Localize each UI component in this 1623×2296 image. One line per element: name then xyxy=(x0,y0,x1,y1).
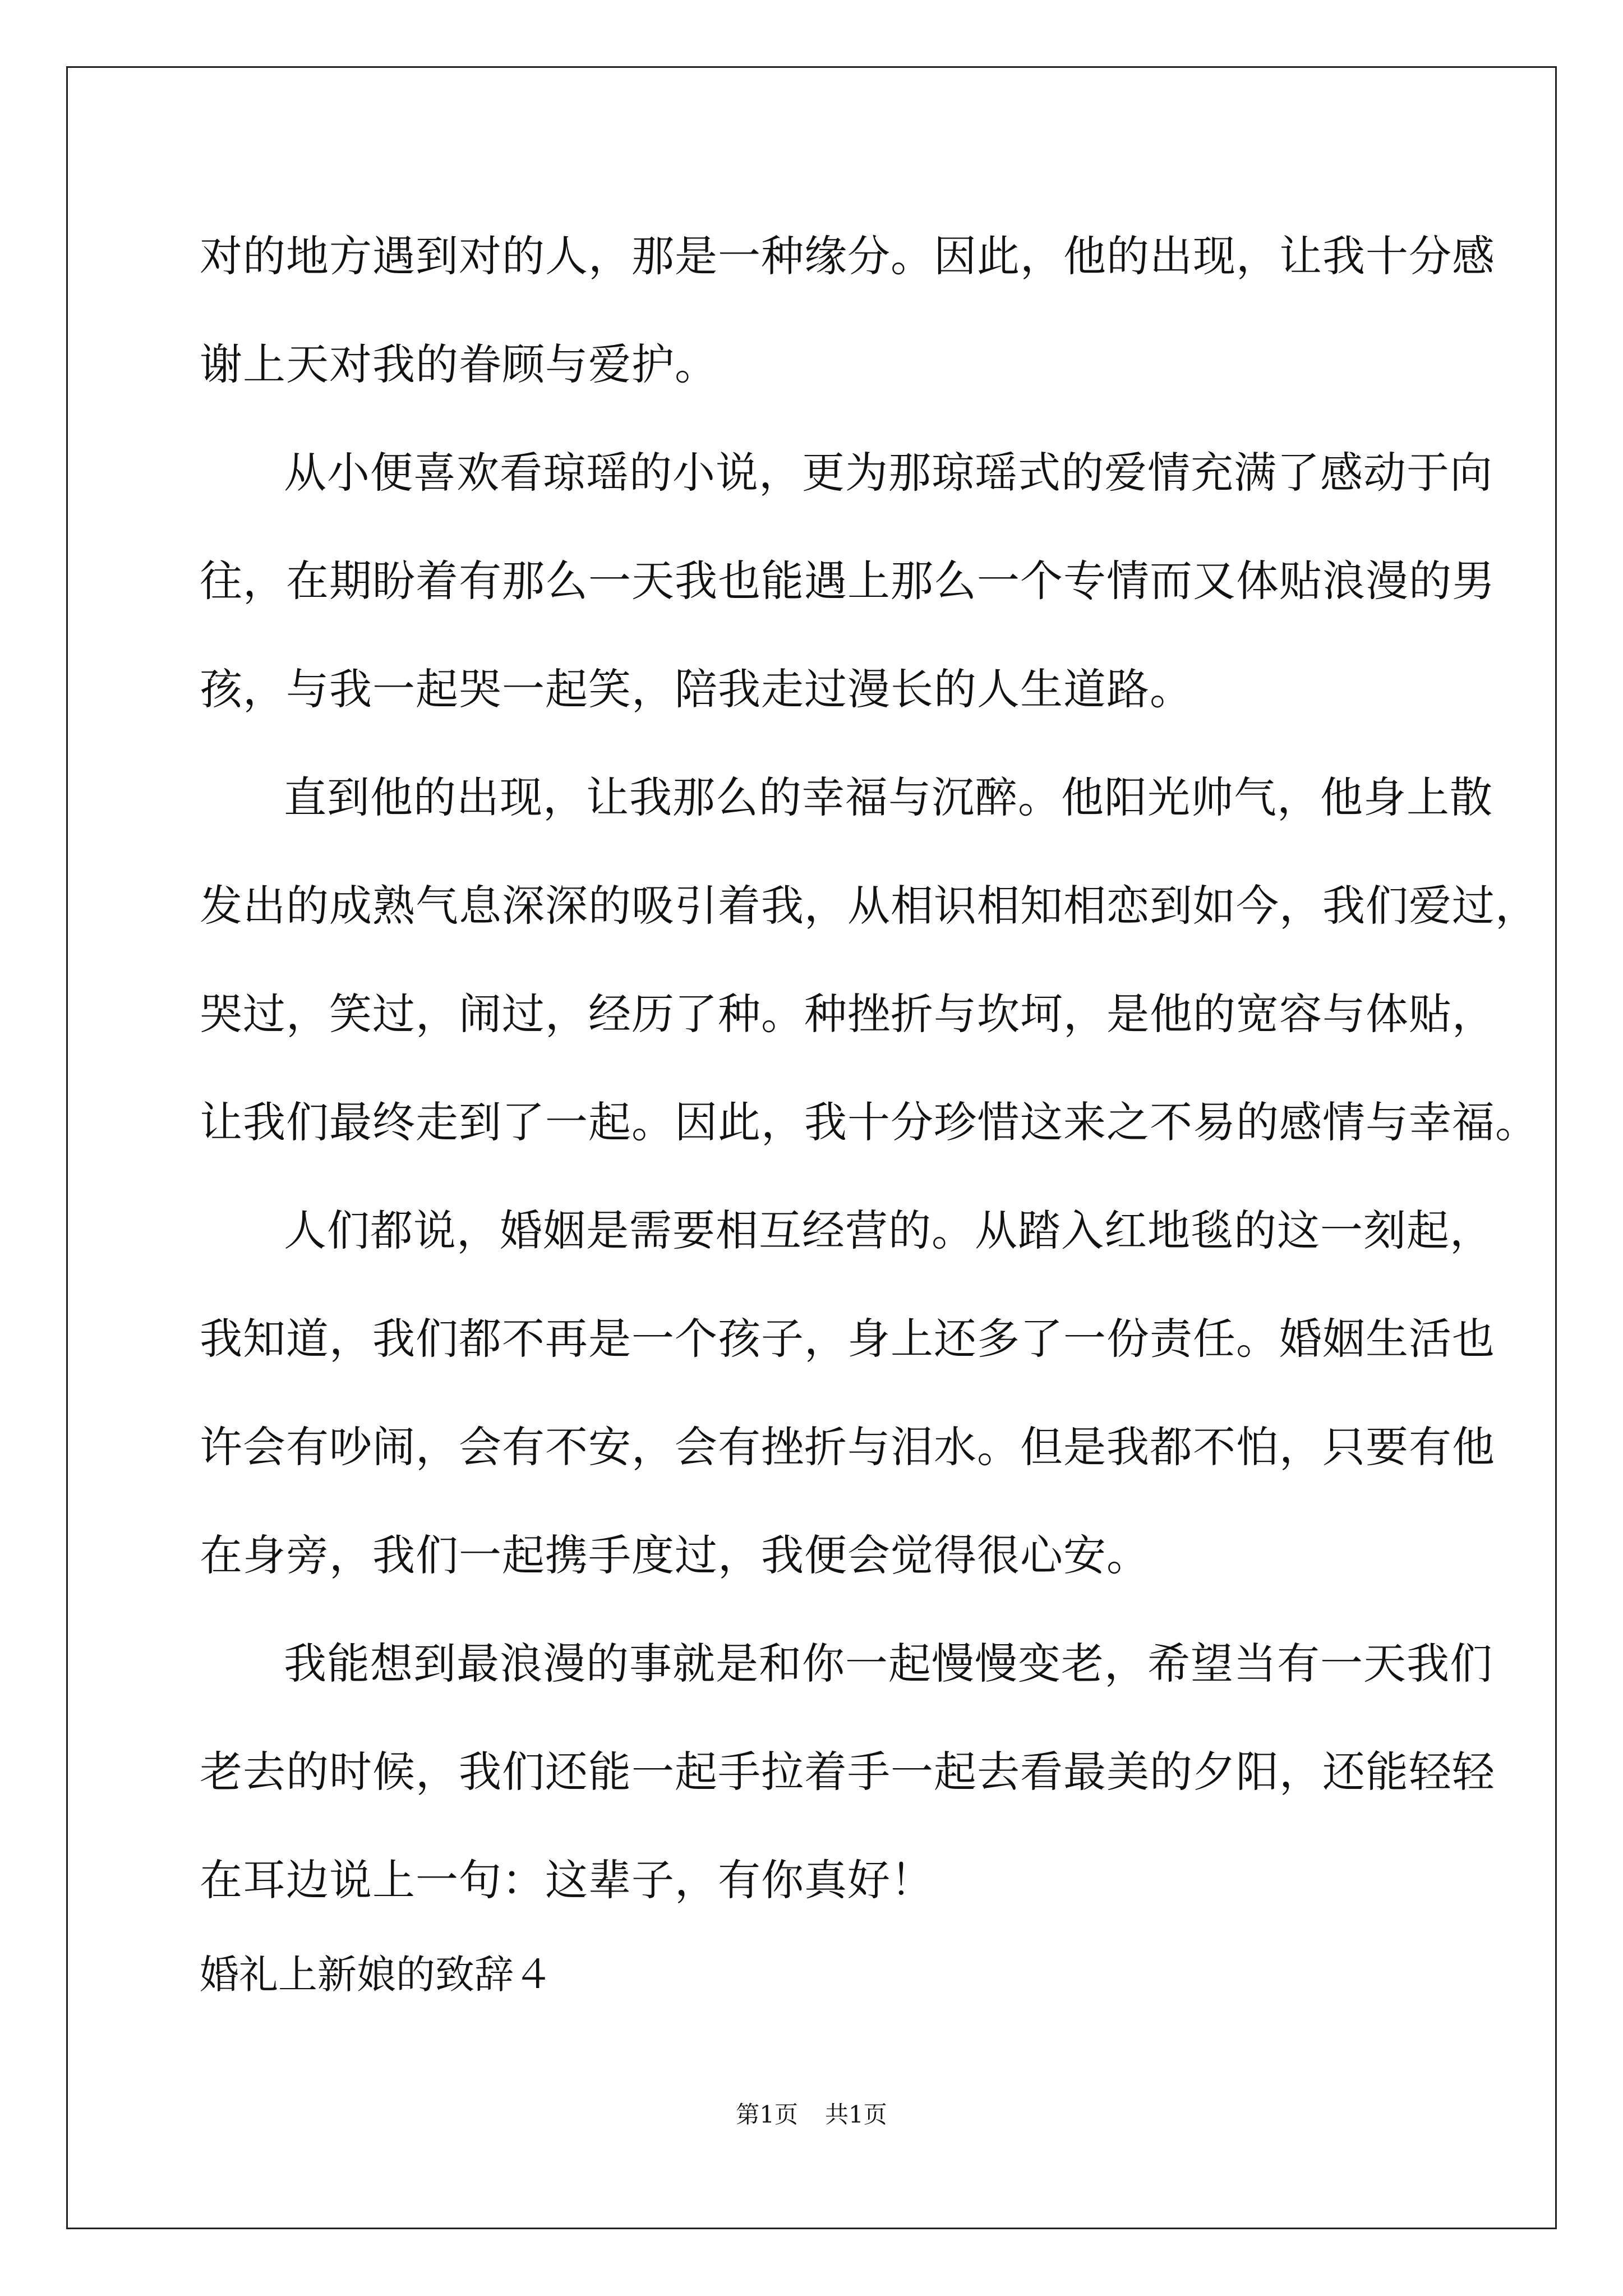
text-line: 让我们最终走到了一起。因此，我十分珍惜这来之不易的感情与幸福。 xyxy=(200,1097,1538,1147)
text-line: 老去的时候，我们还能一起手拉着手一起去看最美的夕阳，还能轻轻 xyxy=(200,1747,1495,1797)
text-line: 对的地方遇到对的人，那是一种缘分。因此，他的出现，让我十分感 xyxy=(200,231,1495,281)
paragraph-4 xyxy=(200,1176,1495,1609)
page-footer xyxy=(0,2098,1623,2132)
text-line: 在耳边说上一句：这辈子，有你真好！ xyxy=(200,1855,934,1905)
text-line: 发出的成熟气息深深的吸引着我，从相识相知相恋到如今，我们爱过， xyxy=(200,881,1538,931)
text-line: 往，在期盼着有那么一天我也能遇上那么一个专情而又体贴浪漫的男 xyxy=(200,556,1495,606)
text-line: 哭过，笑过，闹过，经历了种。种挫折与坎坷，是他的宽容与体贴， xyxy=(200,989,1495,1039)
text-line: 我知道，我们都不再是一个孩子，身上还多了一份责任。婚姻生活也 xyxy=(200,1314,1495,1364)
text-line: 在身旁，我们一起携手度过，我便会觉得很心安。 xyxy=(200,1530,1150,1580)
paragraph-2 xyxy=(200,418,1495,743)
page-number: 第1页 xyxy=(736,2101,798,2128)
text-line: 谢上天对我的眷顾与爱护。 xyxy=(200,339,718,389)
text-line: 人们都说，婚姻是需要相互经营的。从踏入红地毯的这一刻起， xyxy=(284,1205,1493,1255)
paragraph-1 xyxy=(200,202,1495,418)
section-heading: 婚礼上新娘的致辞４ xyxy=(200,1952,553,1998)
paragraph-3 xyxy=(200,743,1538,1176)
page-total: 共1页 xyxy=(825,2101,887,2128)
text-line: 孩，与我一起哭一起笑，陪我走过漫长的人生道路。 xyxy=(200,664,1193,714)
paragraph-5 xyxy=(200,1609,1495,1934)
text-line: 直到他的出现，让我那么的幸福与沉醉。他阳光帅气，他身上散 xyxy=(284,772,1493,822)
document-body xyxy=(200,202,1538,2016)
text-line: 从小便喜欢看琼瑶的小说，更为那琼瑶式的爱情充满了感动于向 xyxy=(284,448,1493,498)
text-line: 我能想到最浪漫的事就是和你一起慢慢变老，希望当有一天我们 xyxy=(284,1639,1493,1688)
text-line: 许会有吵闹，会有不安，会有挫折与泪水。但是我都不怕，只要有他 xyxy=(200,1422,1495,1472)
